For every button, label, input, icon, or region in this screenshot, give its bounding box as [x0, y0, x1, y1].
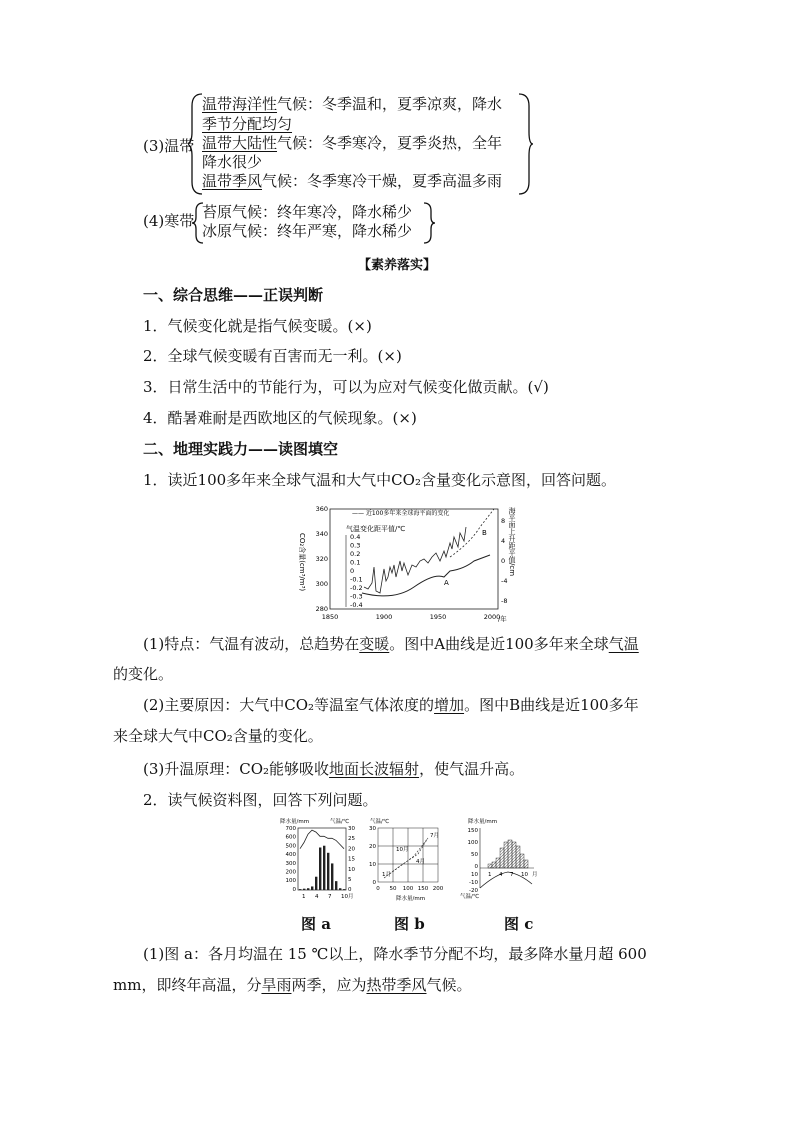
x-tick-label: 1900 [375, 613, 393, 621]
chart-c-x-tick: 1 [488, 872, 492, 878]
section-title: 【素养落实】 [357, 258, 436, 273]
chart-a-precip-bar [299, 889, 301, 890]
left-tick-label: 280 [315, 605, 328, 613]
caption-c: 图 c [504, 915, 534, 933]
part1-item: 1．气候变化就是指气候变暖。(×) [143, 317, 372, 335]
chart-a-x-ticks [302, 892, 354, 900]
co2-temperature-chart [294, 497, 524, 627]
chart-c-x-tick: 月 [532, 872, 538, 878]
chart-b-x-tick: 50 [389, 886, 397, 892]
chart-b-point-label: 4月 [416, 859, 425, 865]
part1-item: 2．全球气候变暖有百害而无一利。(×) [143, 347, 402, 365]
q2-answer-line-2: mm，即终年高温，分旱雨两季，应为热带季风气候。 [113, 976, 472, 994]
chart-a-precip-bar [303, 889, 305, 890]
part1-item: 4．酷暑难耐是西欧地区的气候现象。(×) [143, 409, 417, 427]
chart-a-left-tick: 500 [285, 843, 296, 850]
right-tick-label: -4 [501, 577, 508, 585]
part2-heading: 二、地理实践力——读图填空 [143, 440, 339, 458]
climate-chart-c [454, 816, 546, 908]
chart-b-x-ticks [376, 886, 443, 892]
chart-a-left-tick: 700 [285, 826, 296, 832]
chart-b-y-tick: 0 [372, 880, 376, 886]
sea-level-dashed [450, 509, 494, 557]
inner-tick-label: 0.3 [350, 541, 361, 550]
chart-c-y-tick: -20 [469, 888, 478, 894]
chart-b-x-tick: 200 [432, 886, 444, 892]
chart-a-precip-bar [339, 888, 341, 890]
chart-b-y-tick: 20 [369, 844, 376, 850]
temperate-line-1: 温带海洋性气候：冬季温和，夏季凉爽，降水 [202, 95, 503, 113]
chart-a-precip-bar [319, 847, 321, 890]
temperate-line-2: 季节分配均匀 [202, 115, 293, 133]
q2-answer-line-1: (1)图 a：各月均温在 15 ℃以上，降水季节分配不均，最多降水量月超 600 [143, 945, 647, 963]
left-ticks [316, 505, 328, 613]
chart-c-y-ticks [468, 828, 479, 894]
left-tick-label: 300 [315, 580, 328, 588]
chart-a-precip-bar [331, 863, 333, 890]
curve-label-a: A [444, 579, 449, 587]
chart-b-y-tick: 10 [369, 862, 376, 868]
right-ticks [501, 517, 507, 605]
curve-a-temperature [364, 527, 466, 593]
inner-tick-label: -0.4 [350, 601, 363, 609]
q1-feature-line: (1)特点：气温有波动，总趋势在变暖。图中A曲线是近100多年来全球气温 [143, 635, 639, 653]
chart-b-point-label: 7月 [430, 833, 439, 839]
chart-c-y-tick: 0 [474, 864, 478, 870]
cold-line-2: 冰原气候：终年严寒，降水稀少 [202, 222, 413, 240]
chart-a-right-tick: 10 [348, 866, 355, 873]
chart-a-left-tick: 200 [285, 869, 296, 876]
part1-heading: 一、综合思维——正误判断 [143, 286, 324, 304]
right-tick-label: -8 [501, 597, 508, 605]
inner-tick-label: -0.3 [350, 592, 363, 601]
inner-tick-label: 0.4 [350, 533, 361, 541]
chart-a-x-tick: 10月 [341, 894, 354, 900]
temperate-line-5: 温带季风气候：冬季寒冷干燥，夏季高温多雨 [202, 172, 503, 190]
q2-prompt: 2．读气候资料图，回答下列问题。 [143, 791, 378, 809]
part1-item: 3．日常生活中的节能行为，可以为应对气候变化做贡献。(√) [143, 378, 549, 396]
chart-a-temperature-line [300, 830, 344, 849]
chart-c-bottom-label: 气温/℃ [460, 894, 480, 900]
chart-a-precip-bar [327, 853, 329, 890]
curve-label-b: B [482, 529, 487, 537]
chart-b-x-tick: 0 [376, 886, 380, 892]
chart-c-y-tick: 50 [471, 852, 478, 858]
chart-a-right-tick: 15 [348, 856, 355, 863]
chart-c-bars [488, 840, 528, 868]
right-axis-label: 海平面上升距平值/cm [508, 507, 516, 577]
chart-a-precip-bar [311, 886, 313, 890]
chart-a-left-tick: 600 [285, 834, 296, 841]
chart-a-right-ticks [348, 826, 355, 893]
chart-a-frame [298, 828, 346, 890]
chart-b-point-label: 1月 [382, 872, 391, 878]
right-tick-label: 0 [501, 557, 506, 565]
q1-cause-line: (2)主要原因：大气中CO₂等温室气体浓度的增加。图中B曲线是近100多年 [143, 696, 639, 714]
x-tick-label: 1950 [429, 613, 447, 621]
cold-line-1: 苔原气候：终年寒冷，降水稀少 [202, 203, 413, 221]
chart-a-left-tick: 100 [285, 878, 296, 885]
caption-b: 图 b [394, 915, 425, 933]
chart-b-point-label: 10月 [396, 847, 409, 853]
chart-a-left-tick: 300 [285, 860, 296, 867]
chart-a-precip-bar [323, 846, 325, 890]
chart-a-left-tick: 400 [285, 852, 296, 859]
chart-a-precip-bar [343, 889, 345, 890]
chart-c-x-tick: 10 [521, 872, 528, 878]
chart-c-y-tick: 150 [467, 828, 478, 834]
climate-chart-a [278, 816, 364, 908]
left-tick-label: 320 [315, 555, 328, 563]
chart-b-x-tick: 100 [402, 886, 414, 892]
chart-c-top-label: 降水量/mm [468, 819, 498, 825]
inner-tick-label: -0.1 [350, 575, 363, 584]
chart-c-x-tick: 4 [499, 872, 503, 878]
x-ticks [322, 613, 501, 621]
chart-c-y-tick: -10 [469, 880, 478, 886]
chart-a-left-tick: 0 [292, 886, 296, 893]
chart-a-right-label: 气温/℃ [330, 819, 350, 825]
inner-ticks [350, 533, 363, 609]
chart-b-x-label: 降水量/mm [396, 896, 426, 902]
inner-tick-label: 0.1 [350, 558, 361, 567]
inner-tick-label: -0.2 [350, 584, 363, 592]
chart-b-y-label: 气温/℃ [370, 819, 390, 825]
x-unit: /年 [498, 615, 507, 623]
chart-b-y-tick: 30 [369, 826, 376, 832]
temperate-line-3: 温带大陆性气候：冬季寒冷，夏季炎热，全年 [202, 134, 503, 152]
chart-b-x-tick: 150 [417, 886, 429, 892]
chart-a-left-label: 降水量/mm [280, 819, 310, 825]
inner-tick-label: 0.2 [350, 550, 361, 558]
left-tick-label: 360 [315, 505, 328, 513]
left-tick-label: 340 [315, 530, 328, 538]
q1-prompt: 1．读近100多年来全球气温和大气中CO₂含量变化示意图，回答问题。 [143, 471, 616, 489]
chart-a-precip-bar [307, 888, 309, 890]
x-tick-label: 2000 [483, 613, 501, 621]
chart-a-precip-bar [315, 877, 317, 890]
temperate-label: (3)温带 [143, 137, 195, 155]
chart-a-x-tick: 4 [315, 894, 319, 900]
left-axis-label: CO₂含量(cm³/m³) [298, 533, 306, 592]
q1-principle-line: (3)升温原理：CO₂能够吸收地面长波辐射，使气温升高。 [143, 760, 525, 778]
caption-a: 图 a [301, 915, 331, 933]
right-tick-label: 8 [501, 517, 506, 525]
chart-b-y-ticks [369, 826, 377, 886]
climate-chart-b [366, 816, 456, 908]
chart-a-right-tick: 20 [348, 846, 355, 853]
chart-legend: —— 近100多年来全球海平面的变化 [352, 510, 450, 517]
chart-a-right-tick: 30 [348, 826, 355, 832]
cold-label: (4)寒带 [143, 212, 195, 230]
x-tick-label: 1850 [321, 613, 339, 621]
temperate-line-4: 降水很少 [202, 153, 263, 171]
chart-c-x-tick: 7 [510, 872, 514, 878]
chart-c-y-tick: 100 [467, 840, 478, 846]
inner-axis-label: 气温变化距平值/℃ [346, 525, 406, 533]
inner-tick-label: 0 [350, 567, 355, 575]
chart-a-right-tick: 25 [348, 836, 355, 843]
chart-c-y-tick: 10 [471, 872, 478, 878]
right-tick-label: 4 [501, 537, 506, 545]
q1-cause-line-2: 来全球大气中CO₂含量的变化。 [113, 727, 323, 745]
chart-a-x-tick: 7 [328, 894, 332, 900]
chart-a-right-tick: 5 [348, 877, 352, 883]
chart-a-right-tick: 0 [348, 887, 352, 894]
chart-a-x-tick: 1 [302, 894, 306, 900]
chart-a-precip-bar [335, 881, 337, 890]
chart-a-left-ticks [286, 826, 297, 893]
chart-a-bars [299, 846, 345, 890]
q1-feature-line-2: 的变化。 [113, 665, 174, 683]
